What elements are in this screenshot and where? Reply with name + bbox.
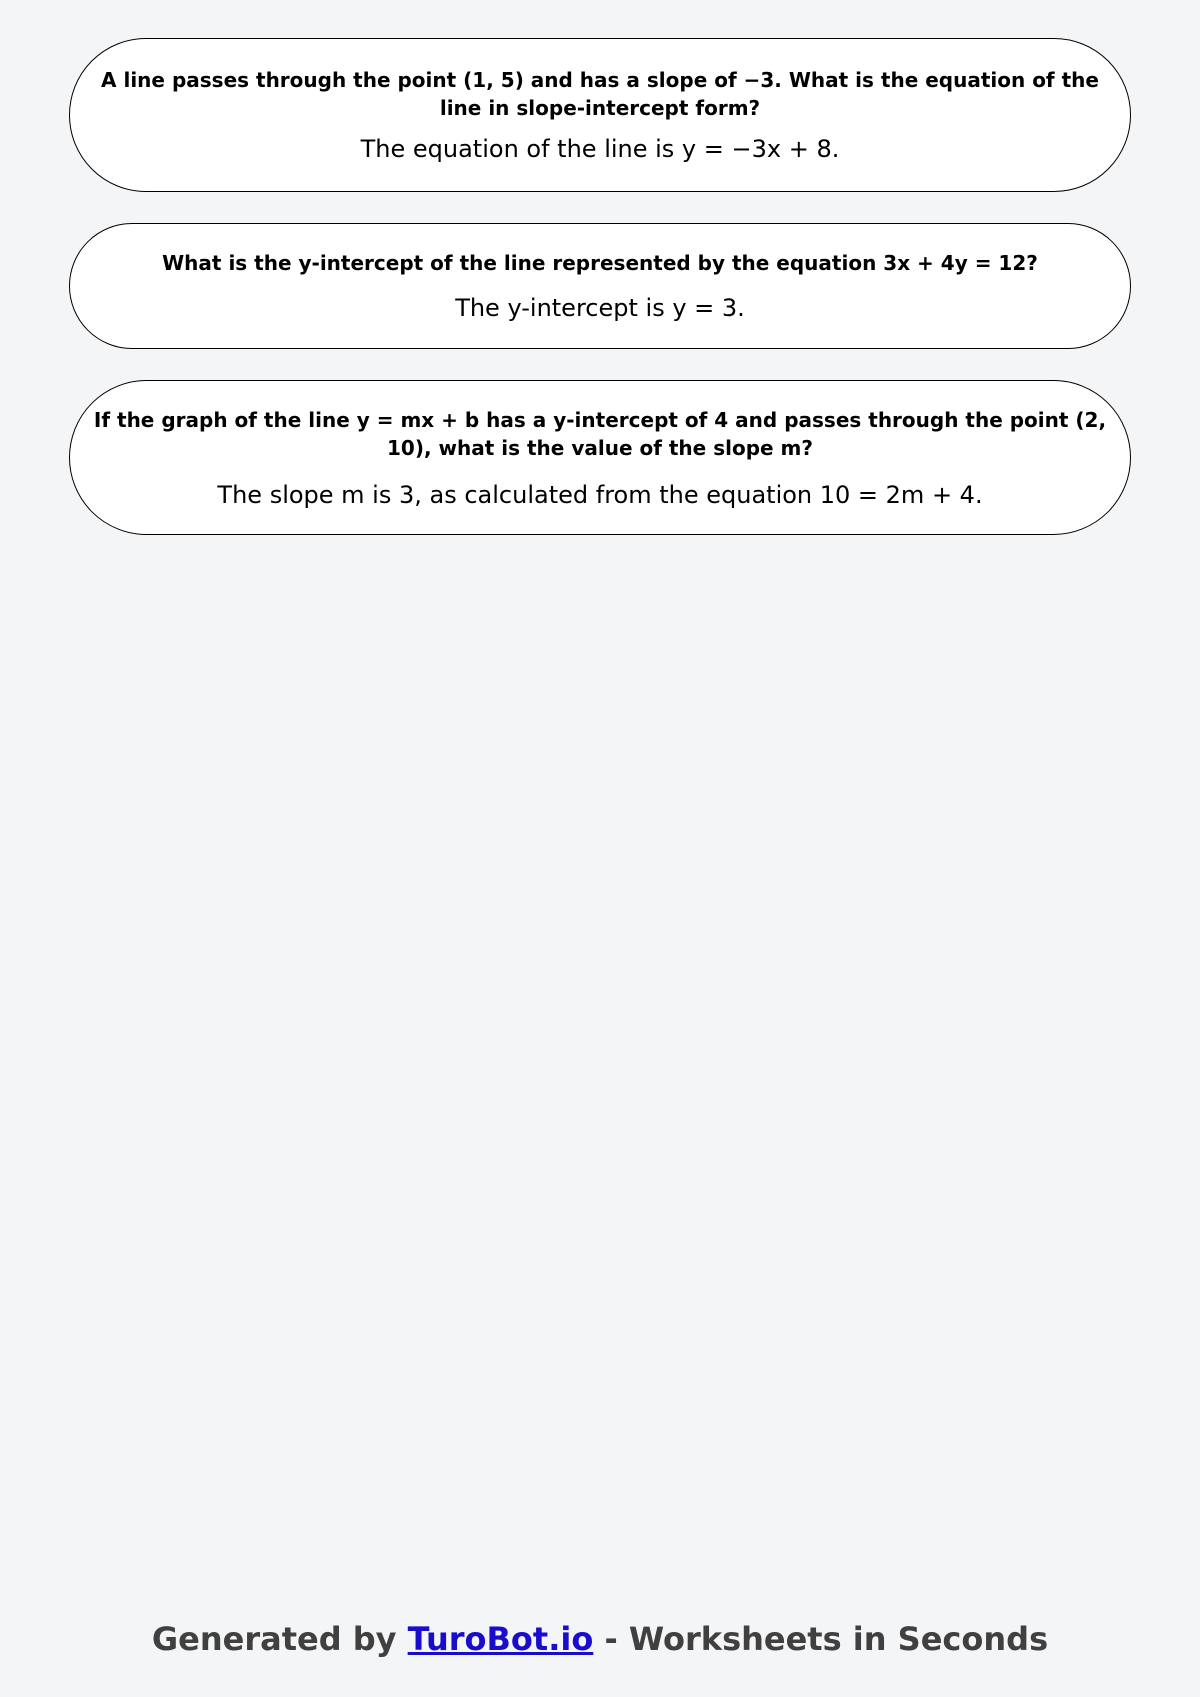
question-card-1 (69, 38, 1131, 192)
footer-prefix: Generated by (151, 1620, 397, 1658)
answer-text: The y-intercept is y = 3. (455, 294, 745, 322)
question-text: If the graph of the line y = mx + b has a y-intercept of 4 and passes through the point (2, 10), what is the value of the slope m? (93, 407, 1107, 460)
question-card-3 (69, 380, 1131, 535)
question-text: A line passes through the point (1, 5) and has a slope of −3. What is the equation of the line in slope-intercept form? (101, 68, 1099, 120)
footer (0, 1618, 1200, 1660)
footer-link[interactable]: TuroBot.io (407, 1620, 594, 1658)
footer-suffix: - Worksheets in Seconds (604, 1620, 1049, 1658)
answer-text: The equation of the line is y = −3x + 8. (360, 135, 840, 163)
answer-text: The slope m is 3, as calculated from the equation 10 = 2m + 4. (217, 480, 983, 509)
question-card-2 (69, 223, 1131, 349)
question-text: What is the y-intercept of the line represented by the equation 3x + 4y = 12? (162, 251, 1038, 275)
